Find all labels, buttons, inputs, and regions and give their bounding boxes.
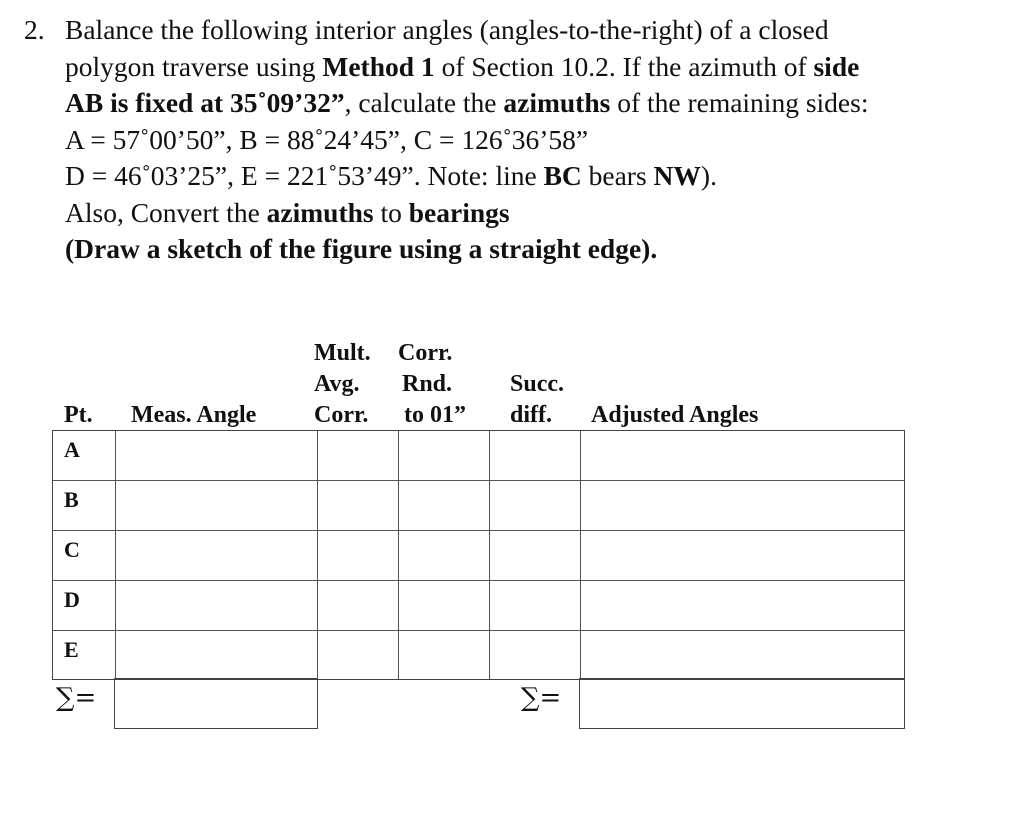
point-label: E xyxy=(64,637,79,662)
header-mult: Mult. xyxy=(314,340,371,366)
header-pt: Pt. xyxy=(64,402,93,428)
bold-text: azimuths xyxy=(503,87,611,118)
text: ). xyxy=(700,160,717,191)
question-line-3 xyxy=(65,85,1015,122)
bold-text: side xyxy=(813,50,860,82)
header-succ: Succ. xyxy=(510,371,564,397)
point-label: B xyxy=(64,487,79,512)
question-line-6 xyxy=(65,195,1015,232)
row-divider xyxy=(53,530,904,531)
text: polygon traverse using xyxy=(65,50,323,82)
bold-text: BC xyxy=(543,160,582,191)
col-divider xyxy=(115,431,116,679)
col-divider xyxy=(317,431,318,679)
row-divider xyxy=(53,580,904,581)
point-label: C xyxy=(64,537,80,562)
text: A = 57˚00’50”, B = 88˚24’45”, C = 126˚36’58” xyxy=(65,123,589,155)
text: of the remaining sides: xyxy=(610,87,869,118)
bold-text: Method 1 xyxy=(322,50,435,82)
text: , calculate the xyxy=(344,87,504,118)
sum-measured-cell[interactable] xyxy=(114,678,318,729)
header-adjusted-angles: Adjusted Angles xyxy=(591,402,759,428)
angle-table xyxy=(52,430,905,680)
question-number: 2. xyxy=(24,14,45,45)
point-label: D xyxy=(64,587,80,612)
bold-text: (Draw a sketch of the figure using a straight edge). xyxy=(65,233,658,264)
header-corr-top: Corr. xyxy=(398,340,453,366)
question-line-7 xyxy=(65,231,1015,268)
text: D = 46˚03’25”, E = 221˚53’49”. Note: line xyxy=(65,160,544,191)
bold-text: bearings xyxy=(408,196,510,228)
header-avg: Avg. xyxy=(314,371,360,397)
col-divider xyxy=(580,431,581,679)
text: of Section 10.2. If the azimuth of xyxy=(434,50,814,82)
question-body xyxy=(65,12,1015,268)
question-line-5 xyxy=(65,158,1015,195)
point-label: A xyxy=(64,437,80,462)
text: Balance the following interior angles (angles-to-the-right) of a closed xyxy=(65,14,829,45)
text: to xyxy=(373,196,409,228)
question-line-4 xyxy=(65,122,1015,159)
row-divider xyxy=(53,480,904,481)
bold-text: azimuths xyxy=(266,196,374,228)
question-line-2 xyxy=(65,49,1015,86)
header-to01: to 01” xyxy=(404,402,466,428)
text: bears xyxy=(581,160,654,191)
header-corr: Corr. xyxy=(314,402,369,428)
header-rnd: Rnd. xyxy=(402,371,453,397)
sum-label-angles: ∑= xyxy=(56,683,97,713)
col-divider xyxy=(489,431,490,679)
header-diff: diff. xyxy=(510,402,552,428)
sum-label-adjusted: ∑= xyxy=(521,683,562,713)
col-divider xyxy=(398,431,399,679)
bold-text: AB is fixed at 35˚09’32” xyxy=(65,87,345,118)
bold-text: NW xyxy=(653,160,701,191)
header-meas-angle: Meas. Angle xyxy=(131,402,257,428)
question-line-1 xyxy=(65,12,1015,49)
text: Also, Convert the xyxy=(65,196,267,228)
row-divider xyxy=(53,630,904,631)
sum-adjusted-cell[interactable] xyxy=(579,678,905,729)
